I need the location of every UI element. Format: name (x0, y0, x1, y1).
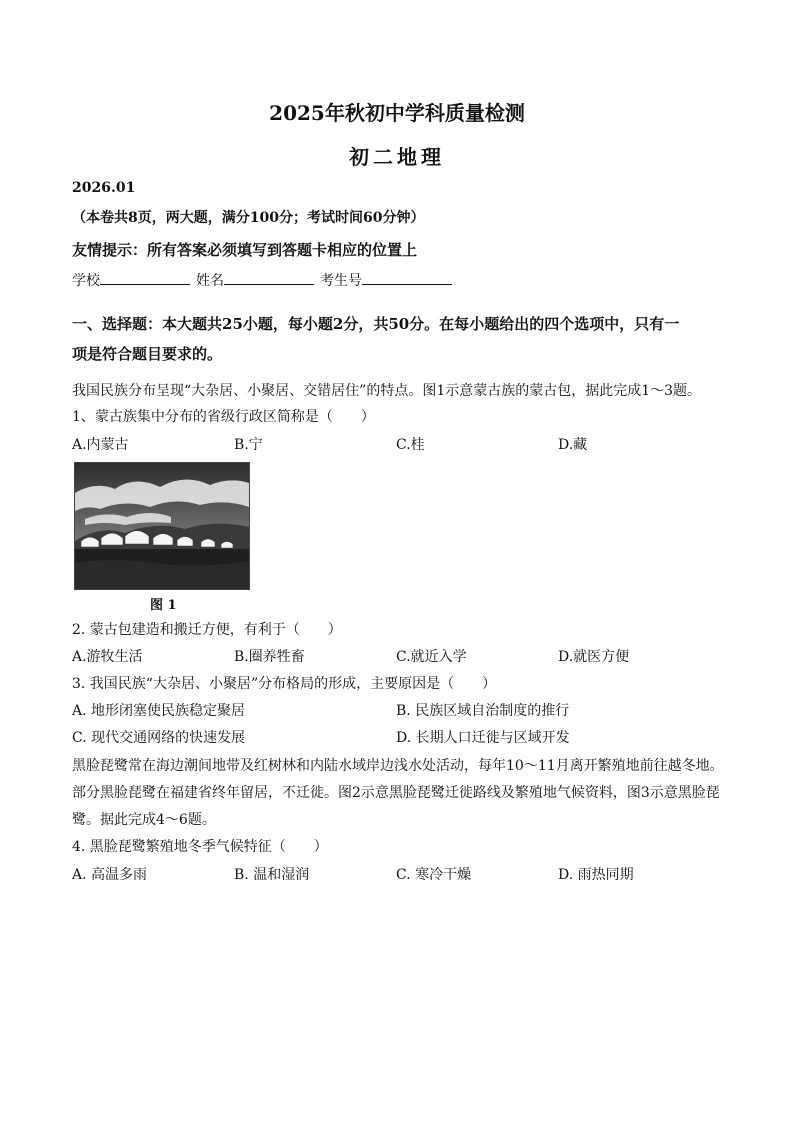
passage-2-line3: 鹭。据此完成4～6题。 (72, 812, 216, 828)
q1-option-b: B.宁 (234, 437, 263, 453)
school-blank[interactable] (100, 271, 190, 285)
q4-stem: 4. 黑脸琵鹭繁殖地冬季气候特征（ ） (72, 839, 328, 855)
yurt-landscape-image (75, 463, 249, 589)
q1-option-d: D.藏 (558, 437, 588, 453)
passage-1: 我国民族分布呈现“大杂居、小聚居、交错居住”的特点。图1示意蒙古族的蒙古包，据此完成1～3题。 (72, 383, 702, 399)
q1-option-c: C.桂 (396, 437, 425, 453)
section1-heading-line1: 一、选择题：本大题共25小题，每小题2分，共50分。在每小题给出的四个选项中，只有一 (72, 315, 680, 333)
q2-option-b: B.圈养牲畜 (234, 649, 305, 665)
friendly-tip: 友情提示：所有答案必须填写到答题卡相应的位置上 (72, 241, 418, 259)
q3-option-d: D. 长期人口迁徙与区域开发 (396, 730, 570, 746)
q4-option-d: D. 雨热同期 (558, 867, 634, 883)
q2-stem: 2. 蒙古包建造和搬迁方便，有利于（ ） (72, 622, 342, 638)
figure-1-mongolian-yurts-photo (74, 462, 250, 590)
q1-option-a: A.内蒙古 (72, 437, 129, 453)
passage-2-line1: 黑脸琵鹭常在海边潮间地带及红树林和内陆水域岸边浅水处活动，每年10～11月离开繁殖地前往越冬地。 (72, 758, 724, 774)
q3-option-c: C. 现代交通网络的快速发展 (72, 730, 246, 746)
exam-note: （本卷共8页，两大题，满分100分；考试时间60分钟） (72, 210, 425, 226)
q2-option-d: D.就医方便 (558, 649, 630, 665)
q1-stem: 1、蒙古族集中分布的省级行政区简称是（ ） (72, 409, 375, 425)
name-label: 姓名 (196, 273, 224, 289)
q2-option-c: C.就近入学 (396, 649, 467, 665)
passage-2-line2: 部分黑脸琵鹭在福建省终年留居，不迁徙。图2示意黑脸琵鹭迁徙路线及繁殖地气候资料，图3示意黑脸琵 (72, 785, 720, 801)
name-blank[interactable] (224, 271, 314, 285)
exam-no-label: 考生号 (320, 273, 362, 289)
q4-option-a: A. 高温多雨 (72, 867, 148, 883)
q3-stem: 3. 我国民族“大杂居、小聚居”分布格局的形成，主要原因是（ ） (72, 676, 497, 692)
subject-title: 初二地理 (349, 145, 445, 169)
exam-title: 2025年秋初中学科质量检测 (269, 101, 525, 125)
q4-option-b: B. 温和湿润 (234, 867, 310, 883)
figure-1-caption: 图 1 (150, 598, 177, 613)
student-info-fields (72, 270, 458, 290)
q2-option-a: A.游牧生活 (72, 649, 143, 665)
exam-date: 2026.01 (72, 180, 136, 196)
exam-no-blank[interactable] (362, 271, 452, 285)
school-label: 学校 (72, 273, 100, 289)
section1-heading-line2: 项是符合题目要求的。 (72, 345, 223, 363)
q3-option-a: A. 地形闭塞使民族稳定聚居 (72, 703, 246, 719)
q4-option-c: C. 寒冷干燥 (396, 867, 472, 883)
q3-option-b: B. 民族区域自治制度的推行 (396, 703, 570, 719)
